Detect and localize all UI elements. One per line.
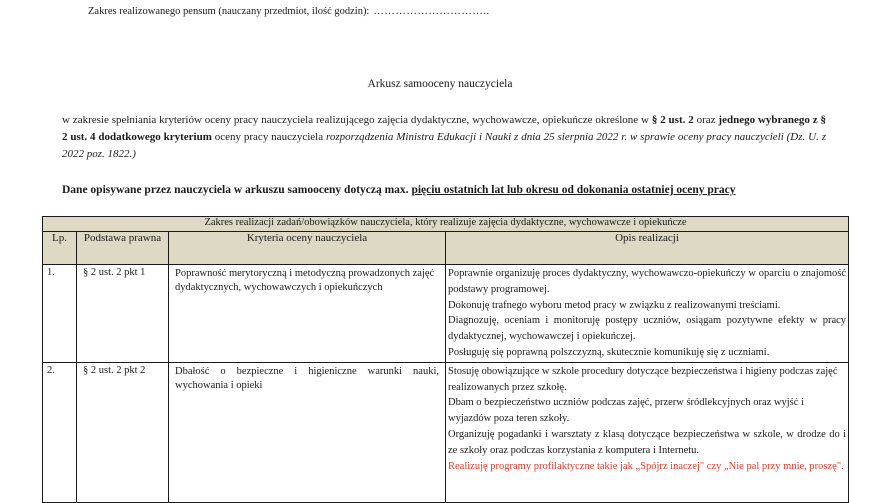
row-lp: 2.	[43, 362, 77, 502]
description-line: Dokonuję trafnego wyboru metod pracy w związku z realizowanymi treściami.	[448, 299, 781, 311]
row-description[interactable]	[446, 265, 849, 363]
row-description[interactable]	[446, 362, 849, 502]
description-line: Poprawnie organizuję proces dydaktyczny, wychowawczo-opiekuńczy w oparciu o znajomość podstawy programowej.	[448, 268, 847, 295]
intro-text-3: oceny pracy nauczyciela	[211, 131, 326, 143]
description-line: Stosuję obowiązujące w szkole procedury dotyczące bezpieczeństwa i higieny podczas zajęć realizowanych przez szkołę.	[448, 365, 838, 393]
column-lp: Lp.	[43, 232, 77, 265]
evaluation-table	[42, 216, 849, 503]
description-line: Dbam o bezpieczeństwo uczniów podczas zajęć, przerw śródlekcyjnych oraz wyjść i wyjazdów poza teren szkoły.	[448, 397, 804, 425]
table-row	[43, 362, 849, 502]
period-note-underlined: pięciu ostatnich lat lub okresu od dokonania ostatniej oceny pracy	[411, 184, 736, 196]
intro-text-1: w zakresie spełniania kryteriów oceny pracy nauczyciela realizującego zajęcia dydaktyczne, wychowawcze, opiekuńcze określone w	[62, 114, 652, 126]
pensum-line	[88, 6, 490, 17]
column-basis: Podstawa prawna	[77, 232, 169, 265]
document-title: Arkusz samooceny nauczyciela	[367, 78, 513, 90]
column-description: Opis realizacji	[446, 232, 849, 265]
period-note	[62, 184, 842, 196]
description-line-highlighted: Realizuję programy profilaktyczne takie jak „Spójrz inaczej" czy „Nie pal przy mnie, proszę".	[448, 460, 844, 472]
description-line: Posługuję się poprawną polszczyzną, skutecznie komunikuję się z uczniami.	[448, 346, 770, 358]
intro-paragraph	[62, 112, 826, 163]
pensum-label: Zakres realizowanego pensum (nauczany przedmiot, ilość godzin):	[88, 6, 370, 17]
table-column-headers	[43, 232, 849, 265]
period-note-text: Dane opisywane przez nauczyciela w arkuszu samooceny dotyczą max.	[62, 184, 412, 196]
column-criteria: Kryteria oceny nauczyciela	[169, 232, 446, 265]
intro-text-2: oraz	[693, 114, 719, 126]
table-section-header	[43, 217, 849, 232]
intro-bold-2: jednego wybranego z § 2 ust. 4 dodatkowego kryterium	[62, 114, 827, 143]
row-basis: § 2 ust. 2 pkt 2	[77, 362, 169, 502]
row-criteria: Dbałość o bezpieczne i higieniczne warunki nauki, wychowania i opieki	[169, 362, 446, 502]
description-line: Organizuję pogadanki i warsztaty z klasą dotyczące bezpieczeństwa w szkole, w drodze do i ze szkoły oraz podczas korzystania z komputera i Internetu.	[448, 428, 847, 456]
row-criteria: Poprawność merytoryczną i metodyczną prowadzonych zajęć dydaktycznych, wychowawczych i opiekuńczych	[169, 265, 446, 363]
table-row	[43, 265, 849, 363]
section-title: Zakres realizacji zadań/obowiązków nauczyciela, który realizuje zajęcia dydaktyczne, wychowawcze i opiekuńcze	[43, 217, 849, 232]
description-line: Diagnozuję, oceniam i monitoruję postępy uczniów, osiągam pozytywne efekty w pracy dydaktycznej, wychowawczej i opiekuńczej.	[448, 315, 847, 343]
intro-regulation: rozporządzenia Ministra Edukacji i Nauki z dnia 25 sierpnia 2022 r. w sprawie oceny pracy nauczycieli (Dz. U. z 2022 poz. 1822.)	[62, 131, 826, 160]
row-lp: 1.	[43, 265, 77, 363]
row-basis: § 2 ust. 2 pkt 1	[77, 265, 169, 363]
pensum-fill-dots[interactable]: …………………………..	[373, 6, 490, 17]
intro-bold-1: § 2 ust. 2	[651, 114, 694, 126]
